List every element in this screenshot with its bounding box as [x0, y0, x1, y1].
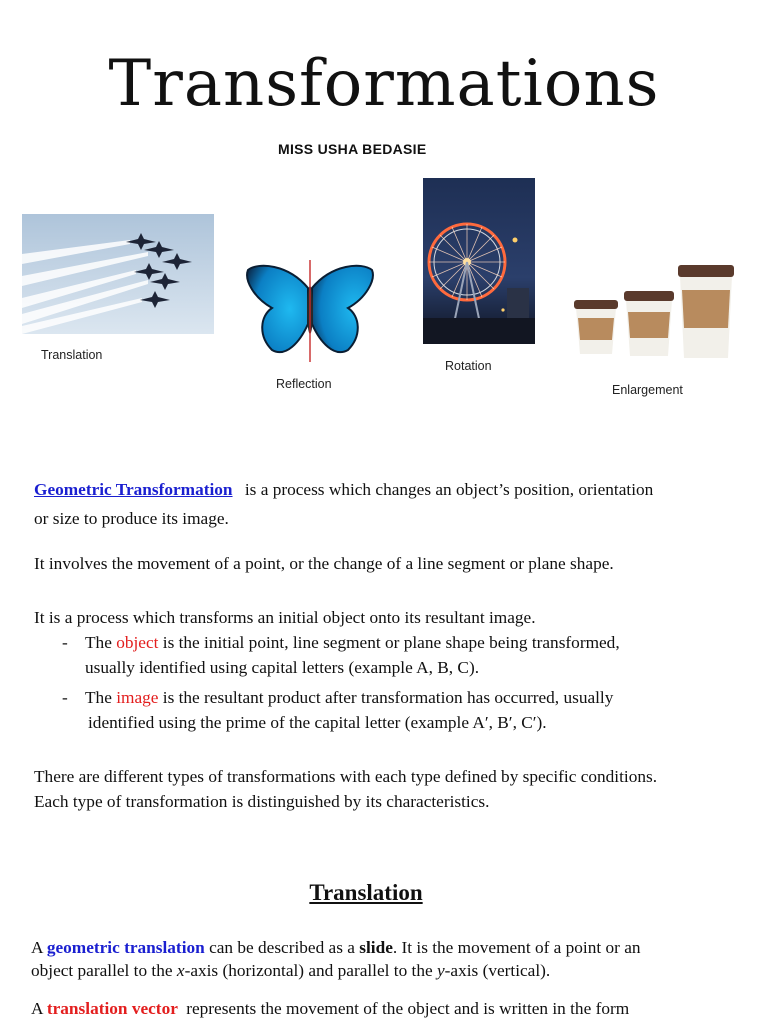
translation-caption: Translation: [41, 348, 103, 362]
text-movement: . It is the movement of a point or an: [392, 938, 641, 957]
image-bullet-rest: is the resultant product after transformation has occurred, usually: [162, 688, 614, 707]
y-variable: y: [436, 961, 445, 980]
butterfly-photo: [244, 258, 376, 362]
image-bullet: [85, 685, 715, 710]
author-name: MISS USHA BEDASIE: [278, 141, 427, 157]
geometric-transformation-link[interactable]: Geometric Transformation: [34, 480, 233, 499]
object-bullet: [85, 630, 715, 655]
text-can-be: can be described as a: [209, 938, 355, 957]
movement-paragraph: It involves the movement of a point, or the change of a line segment or plane shape.: [34, 554, 614, 573]
types-line1: There are different types of transformations with each type defined by specific conditions.: [34, 767, 658, 786]
bullet-dash: -: [62, 633, 68, 652]
reflection-caption: Reflection: [276, 377, 332, 391]
x-variable: x: [176, 961, 185, 980]
types-line2: Each type of transformation is distinguished by its characteristics.: [34, 792, 490, 811]
translation-paragraph-line2: [31, 958, 741, 983]
page-title: Transformations: [108, 47, 660, 121]
object-bullet-pre: The: [85, 633, 112, 652]
text-represents: represents the movement of the object and is written in the form: [186, 999, 630, 1018]
text-axis-horizontal: -axis (horizontal) and parallel to the: [184, 961, 433, 980]
coffee-cups-photo: [570, 256, 738, 366]
object-bullet-line2: usually identified using capital letters (example A, B, C).: [85, 658, 480, 677]
intro-line2: or size to produce its image.: [34, 509, 229, 528]
text-a2: A: [31, 999, 43, 1018]
intro-line1: is a process which changes an object’s position, orientation: [244, 480, 654, 499]
image-bullet-line2: identified using the prime of the capital letter (example A′, B′, C′).: [88, 713, 547, 732]
text-a: A: [31, 938, 43, 957]
object-bullet-rest: is the initial point, line segment or plane shape being transformed,: [162, 633, 620, 652]
image-term: image: [116, 688, 159, 707]
bullet-dash: -: [62, 688, 68, 707]
ferris-wheel-photo: [423, 178, 535, 344]
translation-heading: Translation: [309, 880, 423, 905]
process-paragraph: It is a process which transforms an initial object onto its resultant image.: [34, 608, 536, 627]
image-bullet-pre: The: [85, 688, 112, 707]
intro-paragraph: [34, 477, 734, 502]
rotation-caption: Rotation: [445, 359, 492, 373]
geometric-translation-term: geometric translation: [46, 938, 205, 957]
enlargement-caption: Enlargement: [612, 383, 683, 397]
text-axis-vertical: -axis (vertical).: [444, 961, 551, 980]
text-object-parallel: object parallel to the: [31, 961, 173, 980]
translation-vector-term: translation vector: [46, 999, 178, 1018]
jets-photo: [22, 214, 214, 334]
slide-term: slide: [359, 938, 393, 957]
translation-vector-paragraph: [31, 996, 741, 1021]
object-term: object: [116, 633, 159, 652]
translation-paragraph-line1: [31, 935, 741, 960]
